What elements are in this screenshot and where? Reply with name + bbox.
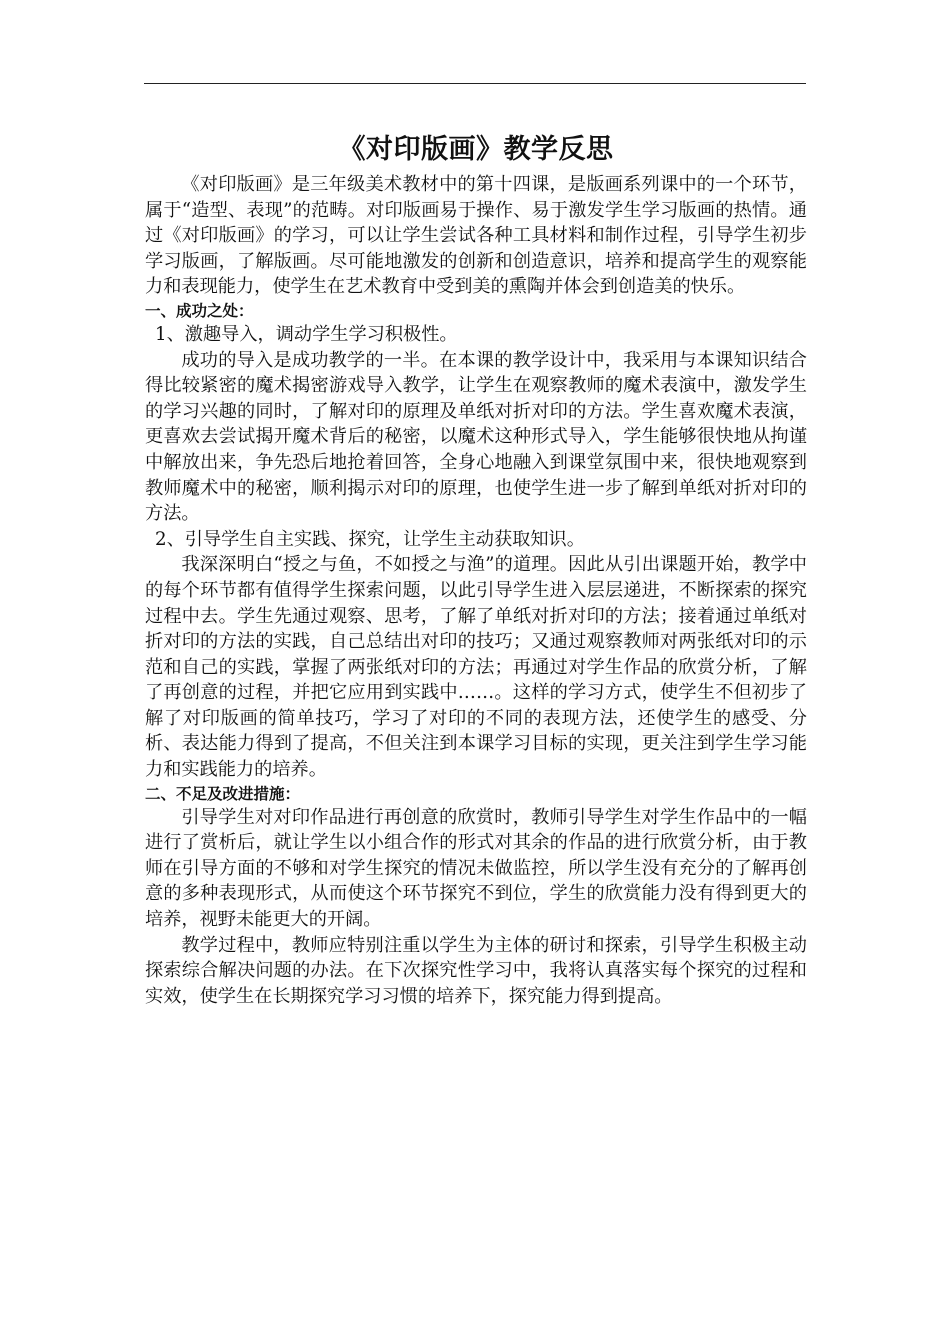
point-1-body: 成功的导入是成功教学的一半。在本课的教学设计中，我采用与本课知识结合得比较紧密的魔术揭密游戏导入教学，让学生在观察教师的魔术表演中，激发学生的学习兴趣的同时，了解对印的原理及单纸对折对印的方法。学生喜欢魔术表演，更喜欢去尝试揭开魔术背后的秘密，以魔术这种形式导入，学生能够很快地从拘谨中解放出来，争先恐后地抢着回答，全身心地融入到课堂氛围中来，很快地观察到教师魔术中的秘密，顺利揭示对印的原理，也使学生进一步了解到单纸对折对印的方法。 bbox=[145, 349, 807, 525]
section-heading-successes: 一、成功之处： bbox=[145, 301, 254, 320]
point-2-body: 我深深明白“授之与鱼，不如授之与渔”的道理。因此从引出课题开始，教学中的每个环节都有值得学生探索问题，以此引导学生进入层层递进，不断探索的探究过程中去。学生先通过观察、思考，了解了单纸对折对印的方法；接着通过单纸对折对印的方法的实践，自己总结出对印的技巧；又通过观察教师对两张纸对印的示范和自己的实践，掌握了两张纸对印的方法；再通过对学生作品的欣赏分析，了解了再创意的过程，并把它应用到实践中……。这样的学习方式，使学生不但初步了解了对印版画的简单技巧，学习了对印的不同的表现方法，还使学生的感受、分析、表达能力得到了提高，不但关注到本课学习目标的实现，更关注到学生学习能力和实践能力的培养。 bbox=[145, 554, 807, 781]
section-heading-improvements: 二、不足及改进措施： bbox=[145, 784, 301, 803]
improvement-paragraph-2: 教学过程中，教师应特别注重以学生为主体的研讨和探索，引导学生积极主动探索综合解决问题的办法。在下次探究性学习中，我将认真落实每个探究的过程和实效，使学生在长期探究学习习惯的培养下，探究能力得到提高。 bbox=[145, 934, 807, 1007]
document-body bbox=[145, 128, 807, 1009]
document-title: 《对印版画》教学反思 bbox=[338, 134, 614, 165]
point-1-title: 1、激趣导入，调动学生学习积极性。 bbox=[155, 323, 458, 345]
intro-paragraph: 《对印版画》是三年级美术教材中的第十四课，是版画系列课中的一个环节，属于“造型、表现”的范畴。对印版画易于操作、易于激发学生学习版画的热情。通过《对印版画》的学习，可以让学生尝试各种工具材料和制作过程，引导学生初步学习版画，了解版画。尽可能地激发的创新和创造意识，培养和提高学生的观察能力和表现能力，使学生在艺术教育中受到美的熏陶并体会到创造美的快乐。 bbox=[145, 174, 807, 298]
point-2-title: 2、引导学生自主实践、探究，让学生主动获取知识。 bbox=[155, 528, 585, 550]
improvement-paragraph-1: 引导学生对对印作品进行再创意的欣赏时，教师引导学生对学生作品中的一幅进行了赏析后，就让学生以小组合作的形式对其余的作品的进行欣赏分析，由于教师在引导方面的不够和对学生探究的情况未做监控，所以学生没有充分的了解再创意的多种表现形式，从而使这个环节探究不到位，学生的欣赏能力没有得到更大的培养，视野未能更大的开阔。 bbox=[145, 806, 807, 931]
header-rule bbox=[144, 83, 806, 84]
